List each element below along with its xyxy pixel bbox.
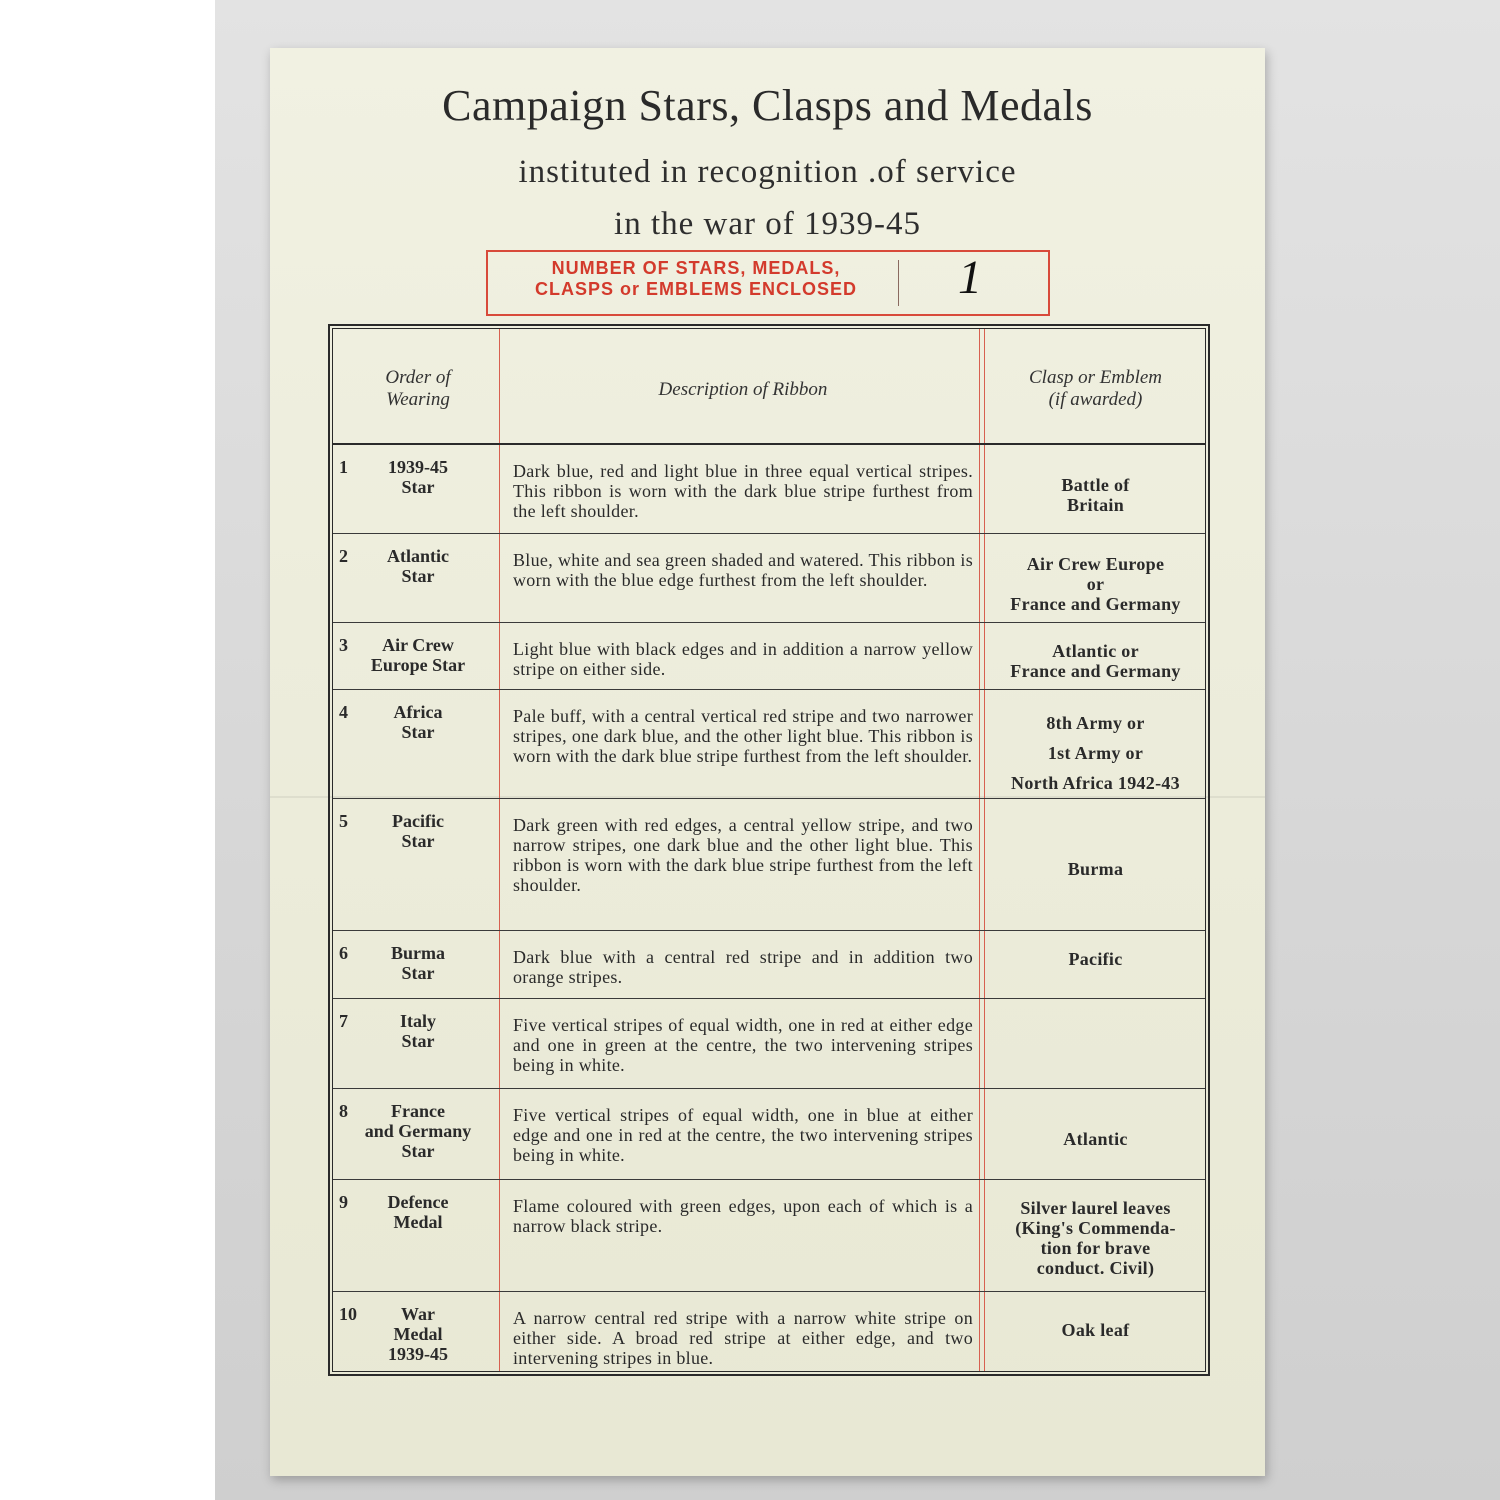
medal-order-number: 6 — [339, 943, 348, 963]
header-order: Order of Wearing — [385, 367, 451, 410]
column-rule-1 — [499, 329, 500, 1371]
clasp-emblem: Burma — [1067, 859, 1124, 879]
clasp-emblem: 8th Army or 1st Army or North Africa 1942-43 — [1011, 713, 1180, 793]
medal-order-number: 2 — [339, 546, 348, 566]
row-rule — [333, 1291, 1205, 1292]
row-rule — [333, 533, 1205, 534]
medals-table — [328, 324, 1210, 1376]
enclosed-count-value: 1 — [958, 251, 982, 304]
ribbon-description: Dark green with red edges, a central yellow stripe, and two narrow stripes, one dark blue and the other light blue. This ribbon is worn with the dark blue stripe furthest from the left shoulder. — [513, 815, 973, 895]
medal-order-number: 7 — [339, 1011, 348, 1031]
medal-name: Air Crew Europe Star — [370, 635, 466, 675]
medal-name: 1939-45 Star — [388, 457, 448, 497]
clasp-emblem: Atlantic — [1063, 1129, 1128, 1149]
ribbon-description: Dark blue, red and light blue in three equal vertical stripes. This ribbon is worn with the dark blue stripe furthest from the left shoulder. — [513, 461, 973, 521]
row-rule — [333, 1088, 1205, 1089]
enclosed-divider — [898, 260, 899, 306]
document-title: Campaign Stars, Clasps and Medals — [442, 81, 1093, 130]
medals-table-inner — [332, 328, 1206, 1372]
ribbon-description: Blue, white and sea green shaded and watered. This ribbon is worn with the blue edge furthest from the left shoulder. — [513, 550, 973, 590]
clasp-emblem: Atlantic or France and Germany — [1010, 641, 1181, 681]
medal-name: Africa Star — [393, 702, 443, 742]
clasp-emblem: Air Crew Europe or France and Germany — [1010, 554, 1181, 614]
ribbon-description: Pale buff, with a central vertical red stripe and two narrower stripes, one dark blue, and the other light blue. This ribbon is worn with the dark blue stripe furthest from the left shoulder. — [513, 706, 973, 766]
medal-name: Defence Medal — [387, 1192, 449, 1232]
header-clasp: Clasp or Emblem (if awarded) — [1029, 367, 1162, 410]
header-rule — [333, 443, 1205, 445]
medal-order-number: 4 — [339, 702, 348, 722]
medal-order-number: 1 — [339, 457, 348, 477]
medal-order-number: 9 — [339, 1192, 348, 1212]
medal-name: War Medal 1939-45 — [388, 1304, 448, 1364]
ribbon-description: Five vertical stripes of equal width, one in red at either edge and one in green at the centre, the two intervening stripes being in white. — [513, 1015, 973, 1075]
document-sheet — [270, 48, 1265, 1476]
medal-order-number: 8 — [339, 1101, 348, 1121]
clasp-emblem: Pacific — [1068, 949, 1123, 969]
column-rule-2a — [979, 329, 980, 1371]
medal-name: Pacific Star — [392, 811, 444, 851]
ribbon-description: Light blue with black edges and in addition a narrow yellow stripe on either side. — [513, 639, 973, 679]
clasp-emblem: Battle of Britain — [1061, 475, 1130, 515]
row-rule — [333, 998, 1205, 999]
medal-order-number: 10 — [339, 1304, 357, 1324]
subtitle-line-1: instituted in recognition .of service — [518, 154, 1017, 190]
enclosed-count-label: NUMBER OF STARS, MEDALS, CLASPS or EMBLEMS ENCLOSED — [534, 258, 858, 299]
clasp-emblem: Silver laurel leaves (King's Commenda- tion for brave conduct. Civil) — [1015, 1198, 1176, 1278]
medal-order-number: 5 — [339, 811, 348, 831]
medal-name: Italy Star — [400, 1011, 436, 1051]
ribbon-description: Dark blue with a central red stripe and in addition two orange stripes. — [513, 947, 973, 987]
row-rule — [333, 1179, 1205, 1180]
row-rule — [333, 689, 1205, 690]
column-rule-2b — [984, 329, 985, 1371]
header-description: Description of Ribbon — [658, 379, 828, 400]
row-rule — [333, 622, 1205, 623]
medal-name: Atlantic Star — [387, 546, 449, 586]
row-rule — [333, 930, 1205, 931]
clasp-emblem: Oak leaf — [1061, 1320, 1130, 1340]
enclosed-count-box — [486, 250, 1050, 316]
medal-order-number: 3 — [339, 635, 348, 655]
ribbon-description: Flame coloured with green edges, upon each of which is a narrow black stripe. — [513, 1196, 973, 1236]
medal-name: Burma Star — [391, 943, 445, 983]
ribbon-description: Five vertical stripes of equal width, one in blue at either edge and one in red at the centre, the two intervening stripes being in white. — [513, 1105, 973, 1165]
ribbon-description: A narrow central red stripe with a narrow white stripe on either side. A broad red stripe at either edge, and two intervening stripes in blue. — [513, 1308, 973, 1368]
medal-name: France and Germany Star — [364, 1101, 472, 1161]
row-rule — [333, 798, 1205, 799]
subtitle-line-2: in the war of 1939-45 — [614, 206, 921, 242]
